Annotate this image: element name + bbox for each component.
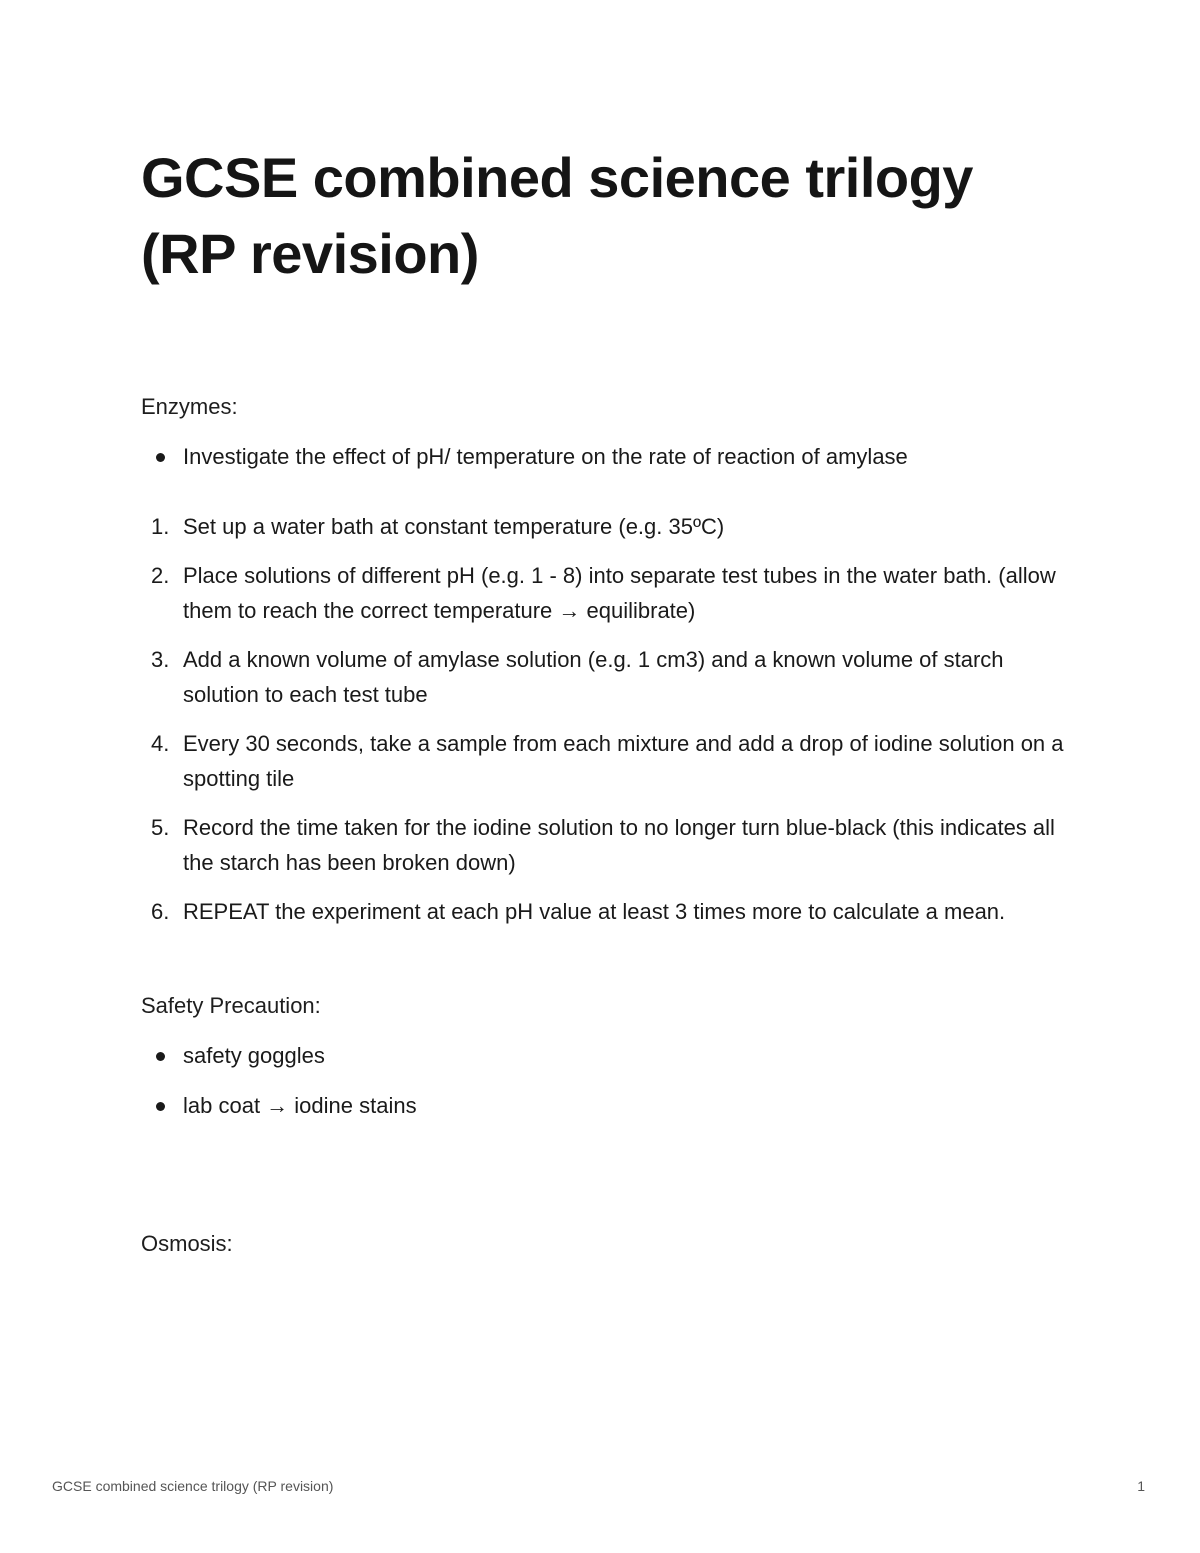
step-text: Set up a water bath at constant temperature (e.g. 35ºC) bbox=[183, 514, 725, 539]
step-number: 5. bbox=[151, 815, 170, 840]
page-content bbox=[141, 140, 1071, 1259]
step-text: Add a known volume of amylase solution (e.g. 1 cm3) and a known volume of starch solution to each test tube bbox=[183, 647, 1004, 707]
page-title bbox=[141, 140, 1071, 292]
page-title-line-1: GCSE combined science trilogy bbox=[141, 146, 973, 209]
list-item bbox=[141, 1088, 1071, 1123]
enzymes-bullet-list bbox=[141, 439, 1071, 474]
step-number: 6. bbox=[151, 899, 170, 924]
step-text: REPEAT the experiment at each pH value at least 3 times more to calculate a mean. bbox=[183, 899, 1006, 924]
method-step bbox=[141, 894, 1071, 929]
bullet-dot-icon bbox=[156, 453, 165, 462]
step-number: 3. bbox=[151, 647, 170, 672]
method-step bbox=[141, 558, 1071, 628]
step-number: 1. bbox=[151, 514, 170, 539]
step-number: 4. bbox=[151, 731, 170, 756]
enzymes-heading: Enzymes: bbox=[141, 394, 238, 419]
step-text: Record the time taken for the iodine solution to no longer turn blue-black (this indicates all the starch has been broken down) bbox=[183, 815, 1055, 875]
step-text: Place solutions of different pH (e.g. 1 - 8) into separate test tubes in the water bath. (allow them to reach the correct temperature → equilibrate) bbox=[183, 563, 1056, 623]
method-step bbox=[141, 726, 1071, 796]
bullet-dot-icon bbox=[156, 1102, 165, 1111]
method-step bbox=[141, 642, 1071, 712]
enzymes-method-steps bbox=[141, 509, 1071, 929]
method-step bbox=[141, 810, 1071, 880]
footer-page-number: 1 bbox=[1137, 1478, 1145, 1494]
footer-document-title: GCSE combined science trilogy (RP revision) bbox=[52, 1478, 334, 1494]
method-step bbox=[141, 509, 1071, 544]
page-title-line-2: (RP revision) bbox=[141, 222, 479, 285]
bullet-dot-icon bbox=[156, 1052, 165, 1061]
safety-bullet-list bbox=[141, 1038, 1071, 1123]
step-number: 2. bbox=[151, 563, 170, 588]
list-item-text: lab coat → iodine stains bbox=[183, 1093, 417, 1118]
list-item-text: Investigate the effect of pH/ temperature on the rate of reaction of amylase bbox=[183, 444, 908, 469]
step-text: Every 30 seconds, take a sample from each mixture and add a drop of iodine solution on a spotting tile bbox=[183, 731, 1064, 791]
osmosis-heading: Osmosis: bbox=[141, 1231, 233, 1256]
safety-heading: Safety Precaution: bbox=[141, 993, 321, 1018]
list-item-text: safety goggles bbox=[183, 1043, 325, 1068]
list-item bbox=[141, 1038, 1071, 1073]
list-item bbox=[141, 439, 1071, 474]
